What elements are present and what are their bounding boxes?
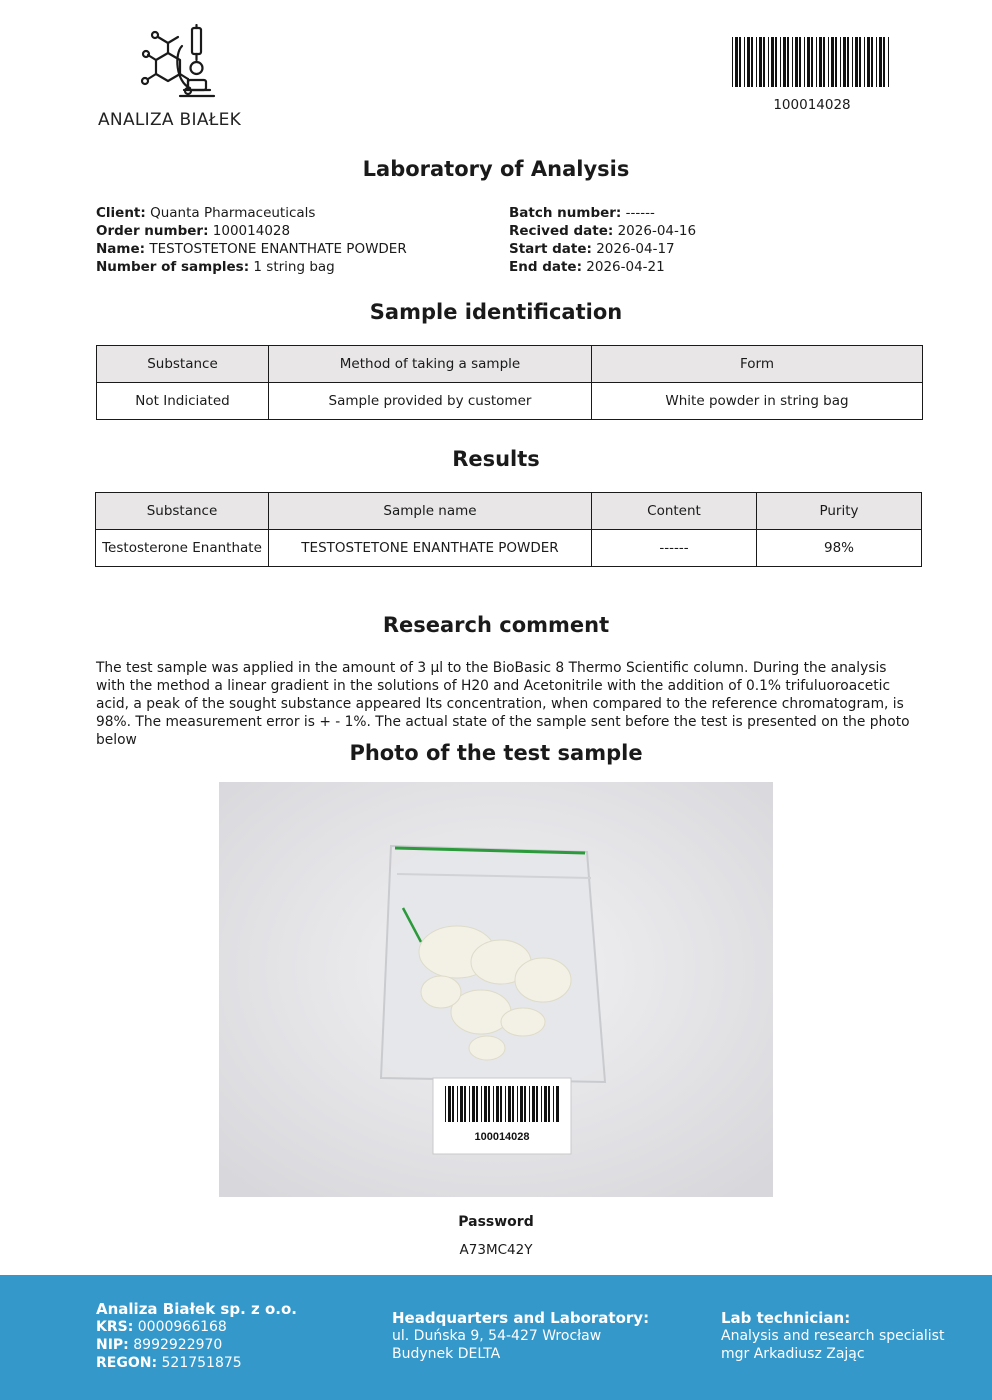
photo-label-number: 100014028 [474, 1131, 530, 1143]
page-title: Laboratory of Analysis [362, 157, 630, 181]
info-label: Order number: [96, 223, 209, 239]
info-value: 2026-04-17 [596, 241, 675, 257]
info-batch-number [509, 204, 696, 222]
tech-role: Analysis and research specialist [721, 1328, 945, 1344]
client-info [96, 204, 407, 276]
footer-company [96, 1300, 297, 1372]
section-title-sample-identification: Sample identification [369, 300, 623, 324]
results-table [95, 492, 922, 567]
sample-identification-table [96, 345, 923, 420]
info-end-date [509, 258, 696, 276]
nip-line [96, 1336, 297, 1354]
tech-title: Lab technician: [721, 1309, 851, 1327]
company-logo [96, 24, 266, 134]
info-number-of-samples [96, 258, 407, 276]
table-cell: Testosterone Enanthate [96, 530, 269, 567]
table-cell: ------ [592, 530, 757, 567]
info-order-number [96, 222, 407, 240]
info-value: 100014028 [212, 223, 291, 239]
info-label: End date: [509, 259, 582, 275]
table-cell: Sample provided by customer [269, 383, 592, 420]
table-header-row [97, 346, 923, 383]
column-header: Content [592, 493, 757, 530]
info-label: Batch number: [509, 205, 622, 221]
info-value: 1 string bag [253, 259, 335, 275]
section-title-photo: Photo of the test sample [349, 741, 643, 765]
section-title-results: Results [452, 447, 540, 471]
krs-value: 0000966168 [137, 1319, 227, 1335]
krs-line [96, 1318, 297, 1336]
info-value: 2026-04-16 [617, 223, 697, 239]
password-label: Password [458, 1214, 534, 1230]
table-row [96, 530, 922, 567]
regon-value: 521751875 [161, 1355, 242, 1371]
table-row [97, 383, 923, 420]
regon-label: REGON: [96, 1355, 158, 1371]
column-header: Form [592, 346, 923, 383]
logo-text: ANALIZA BIAŁEK [98, 110, 242, 130]
batch-info [509, 204, 696, 276]
company-name: Analiza Białek sp. z o.o. [96, 1300, 297, 1318]
info-label: Client: [96, 205, 146, 221]
info-value: 2026-04-21 [586, 259, 665, 275]
hq-title: Headquarters and Laboratory: [392, 1309, 650, 1327]
info-label: Name: [96, 241, 146, 257]
column-header: Sample name [269, 493, 592, 530]
info-value: TESTOSTETONE ENANTHATE POWDER [149, 241, 407, 257]
section-title-research-comment: Research comment [382, 613, 610, 637]
regon-line [96, 1354, 297, 1372]
hq-address: ul. Duńska 9, 54-427 Wrocław [392, 1328, 602, 1344]
info-name [96, 240, 407, 258]
barcode-number: 100014028 [773, 97, 851, 113]
table-cell: 98% [757, 530, 922, 567]
hq-building: Budynek DELTA [392, 1346, 501, 1362]
research-comment-text: The test sample was applied in the amount of 3 µl to the BioBasic 8 Thermo Scientific column. During the analysis with the method a linear gradient in the solutions of H20 and Acetonitrile with the addition of 0.1% trifuluoroacetic acid, a peak of the sought substance appeared Its concentration, when compared to the reference chromatogram, is 98%. The measurement error is + - 1%. The actual state of the sample sent before the test is presented on the photo below [96, 660, 910, 748]
password-value: A73MC42Y [459, 1242, 533, 1258]
info-received-date [509, 222, 696, 240]
info-label: Recived date: [509, 223, 614, 239]
column-header: Method of taking a sample [269, 346, 592, 383]
column-header: Substance [96, 493, 269, 530]
table-cell: TESTOSTETONE ENANTHATE POWDER [269, 530, 592, 567]
barcode [732, 37, 892, 87]
nip-value: 8992922970 [133, 1337, 223, 1353]
nip-label: NIP: [96, 1337, 129, 1353]
sample-photo [219, 782, 773, 1197]
info-value: ------ [625, 205, 655, 221]
info-start-date [509, 240, 696, 258]
krs-label: KRS: [96, 1319, 134, 1335]
molecule-microscope-icon [134, 24, 234, 104]
table-cell: White powder in string bag [592, 383, 923, 420]
footer-lab-technician [721, 1309, 944, 1363]
tech-name: mgr Arkadiusz Zając [721, 1346, 865, 1362]
table-header-row [96, 493, 922, 530]
column-header: Purity [757, 493, 922, 530]
info-label: Number of samples: [96, 259, 250, 275]
info-value: Quanta Pharmaceuticals [150, 205, 316, 221]
sample-bag-illustration [219, 782, 773, 1197]
footer [0, 1275, 992, 1400]
footer-headquarters [392, 1309, 649, 1363]
info-client [96, 204, 407, 222]
table-cell: Not Indiciated [97, 383, 269, 420]
column-header: Substance [97, 346, 269, 383]
info-label: Start date: [509, 241, 592, 257]
